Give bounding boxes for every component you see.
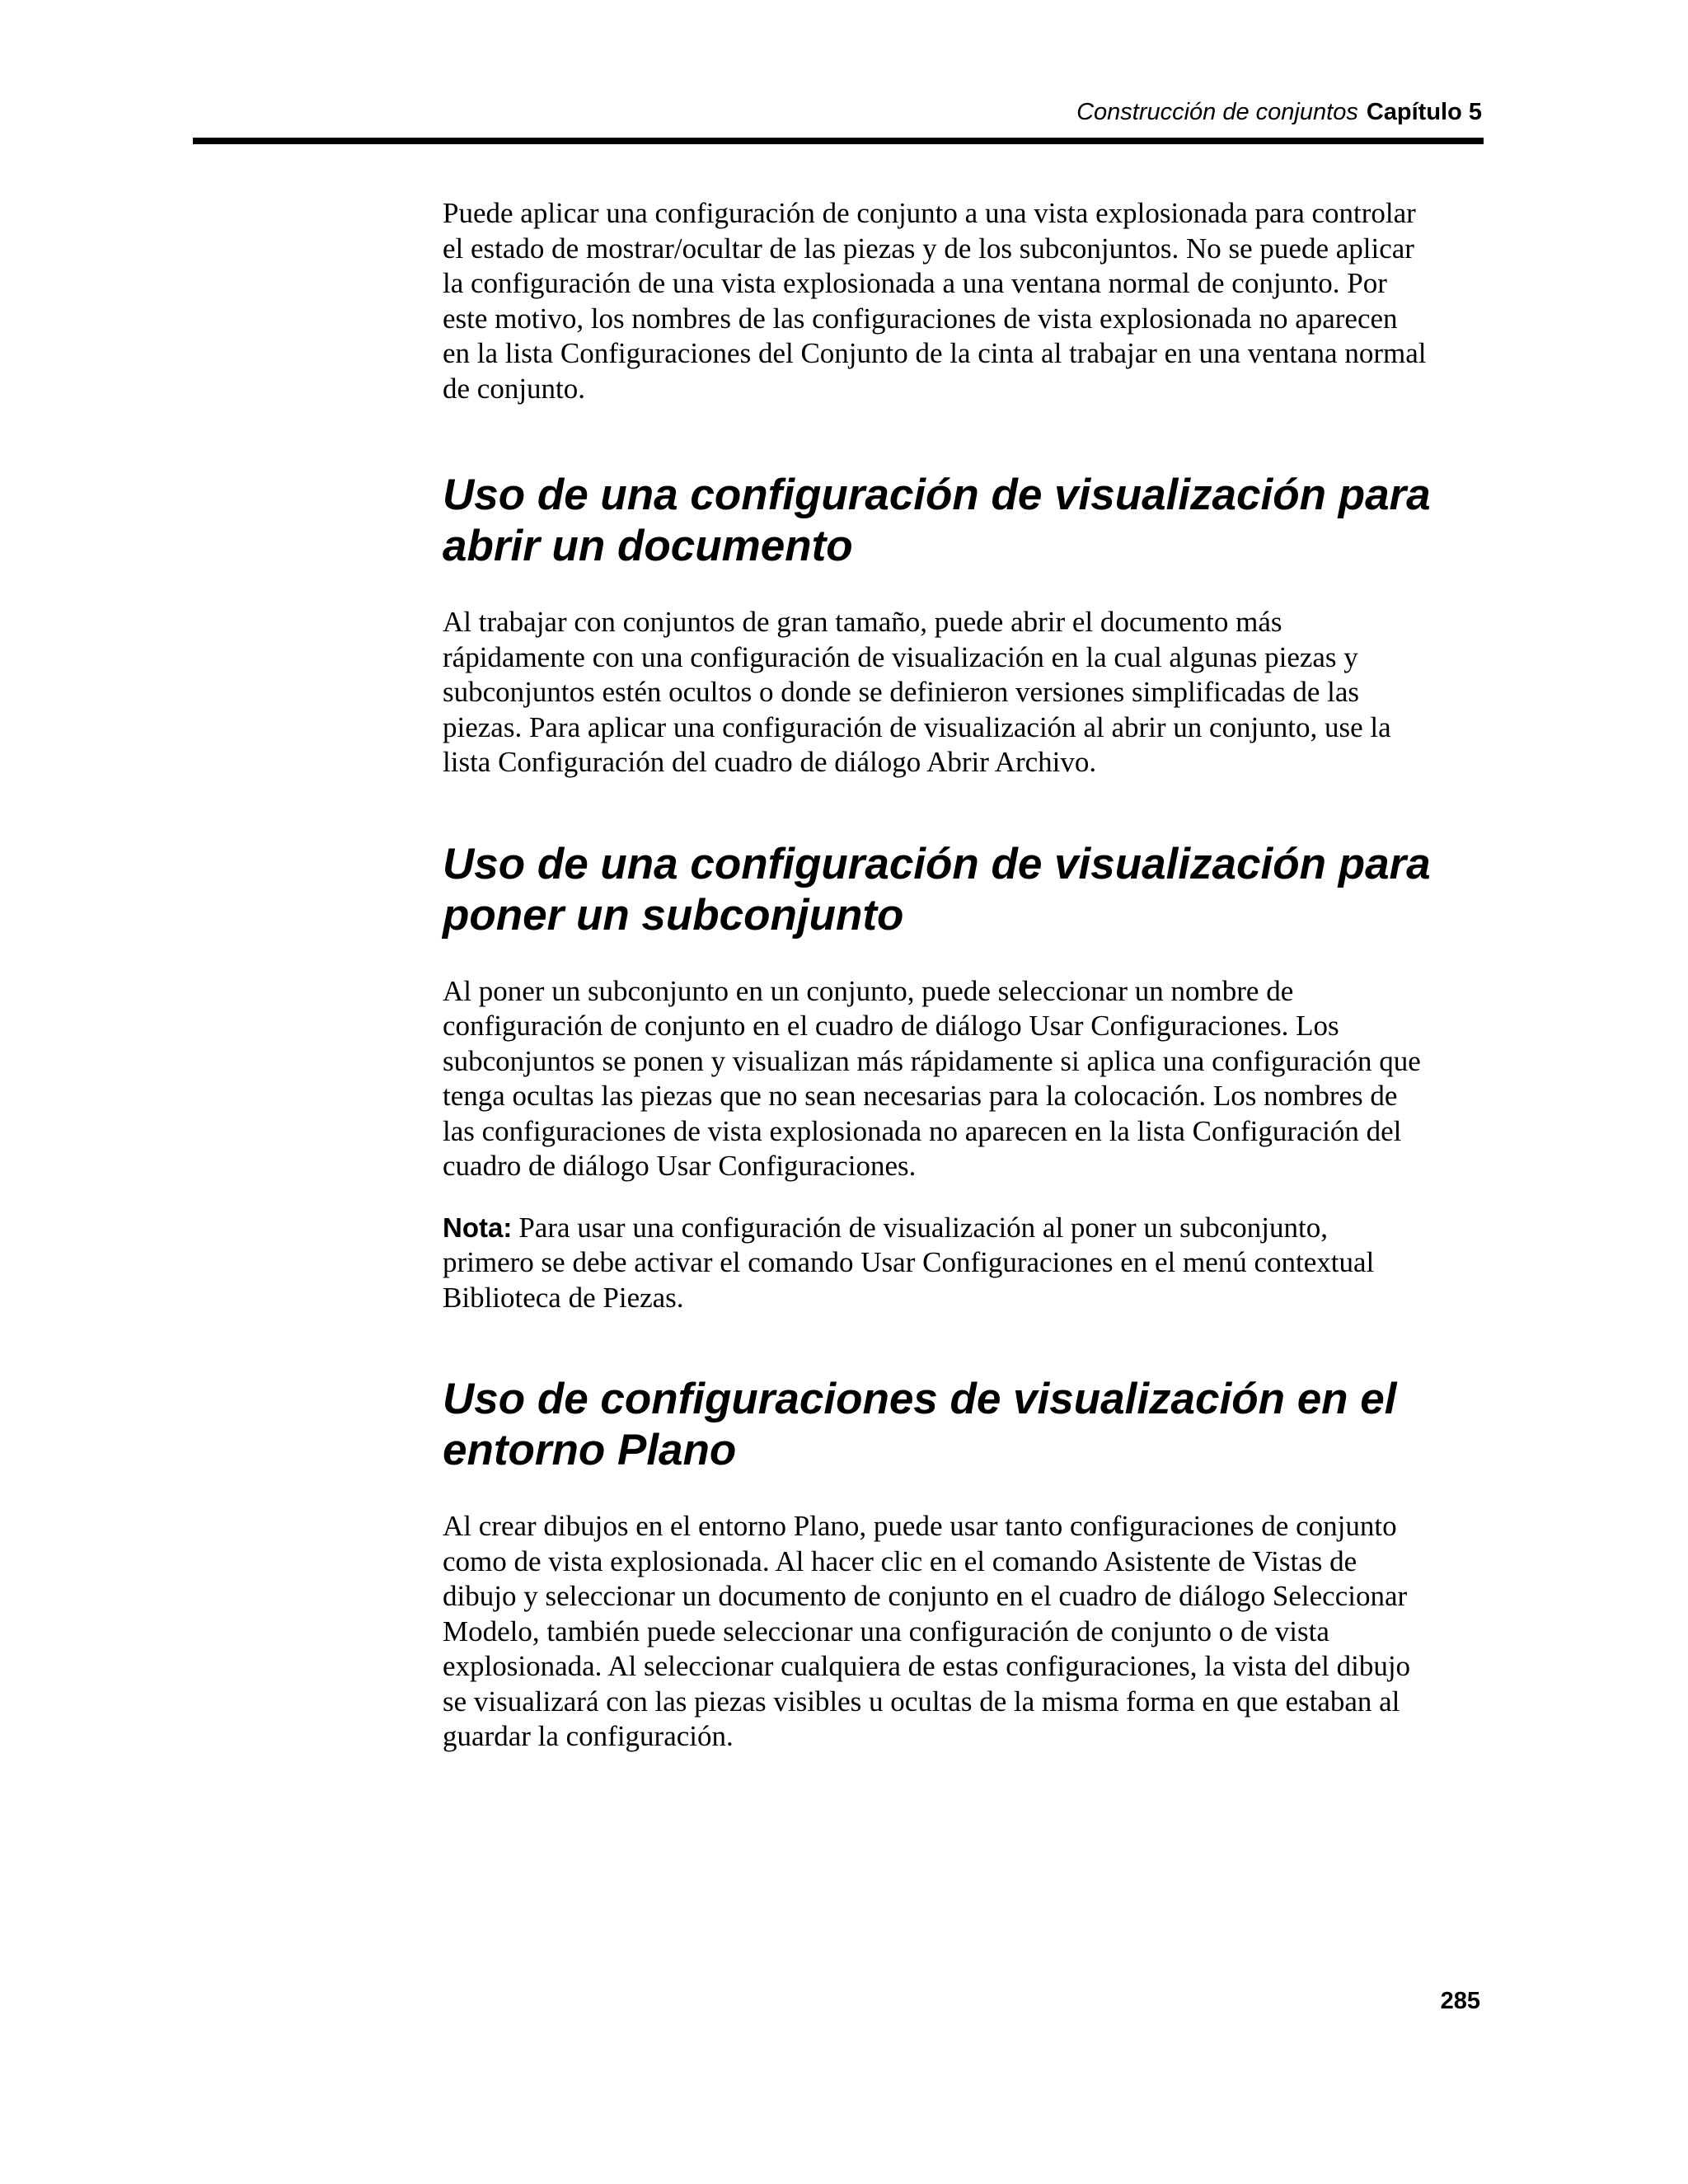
text-line: Modelo, también puede seleccionar una configuración de conjunto o de vista	[443, 1615, 1329, 1647]
text-line: guardar la configuración.	[443, 1720, 734, 1752]
section-paragraph-poner-subconjunto	[443, 974, 1498, 1184]
text-line: cuadro de diálogo Usar Configuraciones.	[443, 1150, 917, 1182]
note-first-line	[443, 1211, 1498, 1246]
text-line: la configuración de una vista explosionada a una ventana normal de conjunto. Por	[443, 267, 1387, 299]
header-rule	[193, 138, 1484, 144]
section-paragraph-abrir-documento	[443, 605, 1498, 780]
intro-paragraph	[443, 196, 1498, 406]
text-line: tenga ocultas las piezas que no sean necesarias para la colocación. Los nombres de	[443, 1080, 1398, 1112]
text-line: Al poner un subconjunto en un conjunto, puede seleccionar un nombre de	[443, 974, 1294, 1007]
note-paragraph	[443, 1211, 1498, 1316]
text-line: explosionada. Al seleccionar cualquiera de estas configuraciones, la vista del dibujo	[443, 1650, 1411, 1682]
text-line: Puede aplicar una configuración de conjunto a una vista explosionada para controlar	[443, 197, 1416, 229]
section-paragraph-entorno-plano	[443, 1509, 1498, 1755]
text-line: dibujo y seleccionar un documento de conjunto en el cuadro de diálogo Seleccionar	[443, 1580, 1408, 1612]
note-text: Para usar una configuración de visualización al poner un subconjunto,	[518, 1211, 1328, 1244]
header-chapter-label: Capítulo 5	[1366, 99, 1482, 125]
text-line: subconjuntos se ponen y visualizan más rápidamente si aplica una configuración que	[443, 1044, 1421, 1077]
text-line: este motivo, los nombres de las configuraciones de vista explosionada no aparecen	[443, 302, 1398, 335]
text-line: Al trabajar con conjuntos de gran tamaño, puede abrir el documento más	[443, 606, 1282, 638]
heading-line: entorno Plano	[443, 1426, 737, 1474]
text-line: de conjunto.	[443, 372, 586, 405]
text-line: primero se debe activar el comando Usar Configuraciones en el menú contextual	[443, 1246, 1375, 1278]
section-heading-entorno-plano	[443, 1374, 1498, 1476]
text-line: como de vista explosionada. Al hacer clic en el comando Asistente de Vistas de	[443, 1544, 1357, 1577]
text-line: Biblioteca de Piezas.	[443, 1281, 684, 1314]
heading-line: poner un subconjunto	[443, 890, 904, 940]
heading-line: Uso de una configuración de visualización para	[443, 839, 1431, 888]
page-number: 285	[1440, 1988, 1480, 2014]
note-label: Nota:	[443, 1212, 513, 1243]
section-heading-poner-subconjunto	[443, 839, 1498, 941]
text-line: Al crear dibujos en el entorno Plano, puede usar tanto configuraciones de conjunto	[443, 1510, 1397, 1542]
heading-line: abrir un documento	[443, 522, 853, 570]
page-content	[443, 196, 1498, 1755]
text-line: rápidamente con una configuración de visualización en la cual algunas piezas y	[443, 640, 1358, 673]
section-heading-abrir-documento	[443, 470, 1498, 572]
text-line: lista Configuración del cuadro de diálogo Abrir Archivo.	[443, 746, 1097, 778]
heading-line: Uso de configuraciones de visualización en el	[443, 1375, 1397, 1423]
heading-line: Uso de una configuración de visualización para	[443, 471, 1431, 519]
running-header	[1076, 97, 1482, 127]
header-section-title: Construcción de conjuntos	[1076, 99, 1358, 125]
text-line: las configuraciones de vista explosionada no aparecen en la lista Configuración del	[443, 1114, 1402, 1147]
text-line: configuración de conjunto en el cuadro de diálogo Usar Configuraciones. Los	[443, 1010, 1339, 1042]
text-line: subconjuntos estén ocultos o donde se definieron versiones simplificadas de las	[443, 676, 1359, 708]
text-line: se visualizará con las piezas visibles u ocultas de la misma forma en que estaban al	[443, 1685, 1400, 1718]
text-line: el estado de mostrar/ocultar de las piezas y de los subconjuntos. No se puede aplicar	[443, 232, 1414, 265]
text-line: en la lista Configuraciones del Conjunto de la cinta al trabajar en una ventana normal	[443, 337, 1427, 369]
text-line: piezas. Para aplicar una configuración de visualización al abrir un conjunto, use la	[443, 710, 1391, 743]
